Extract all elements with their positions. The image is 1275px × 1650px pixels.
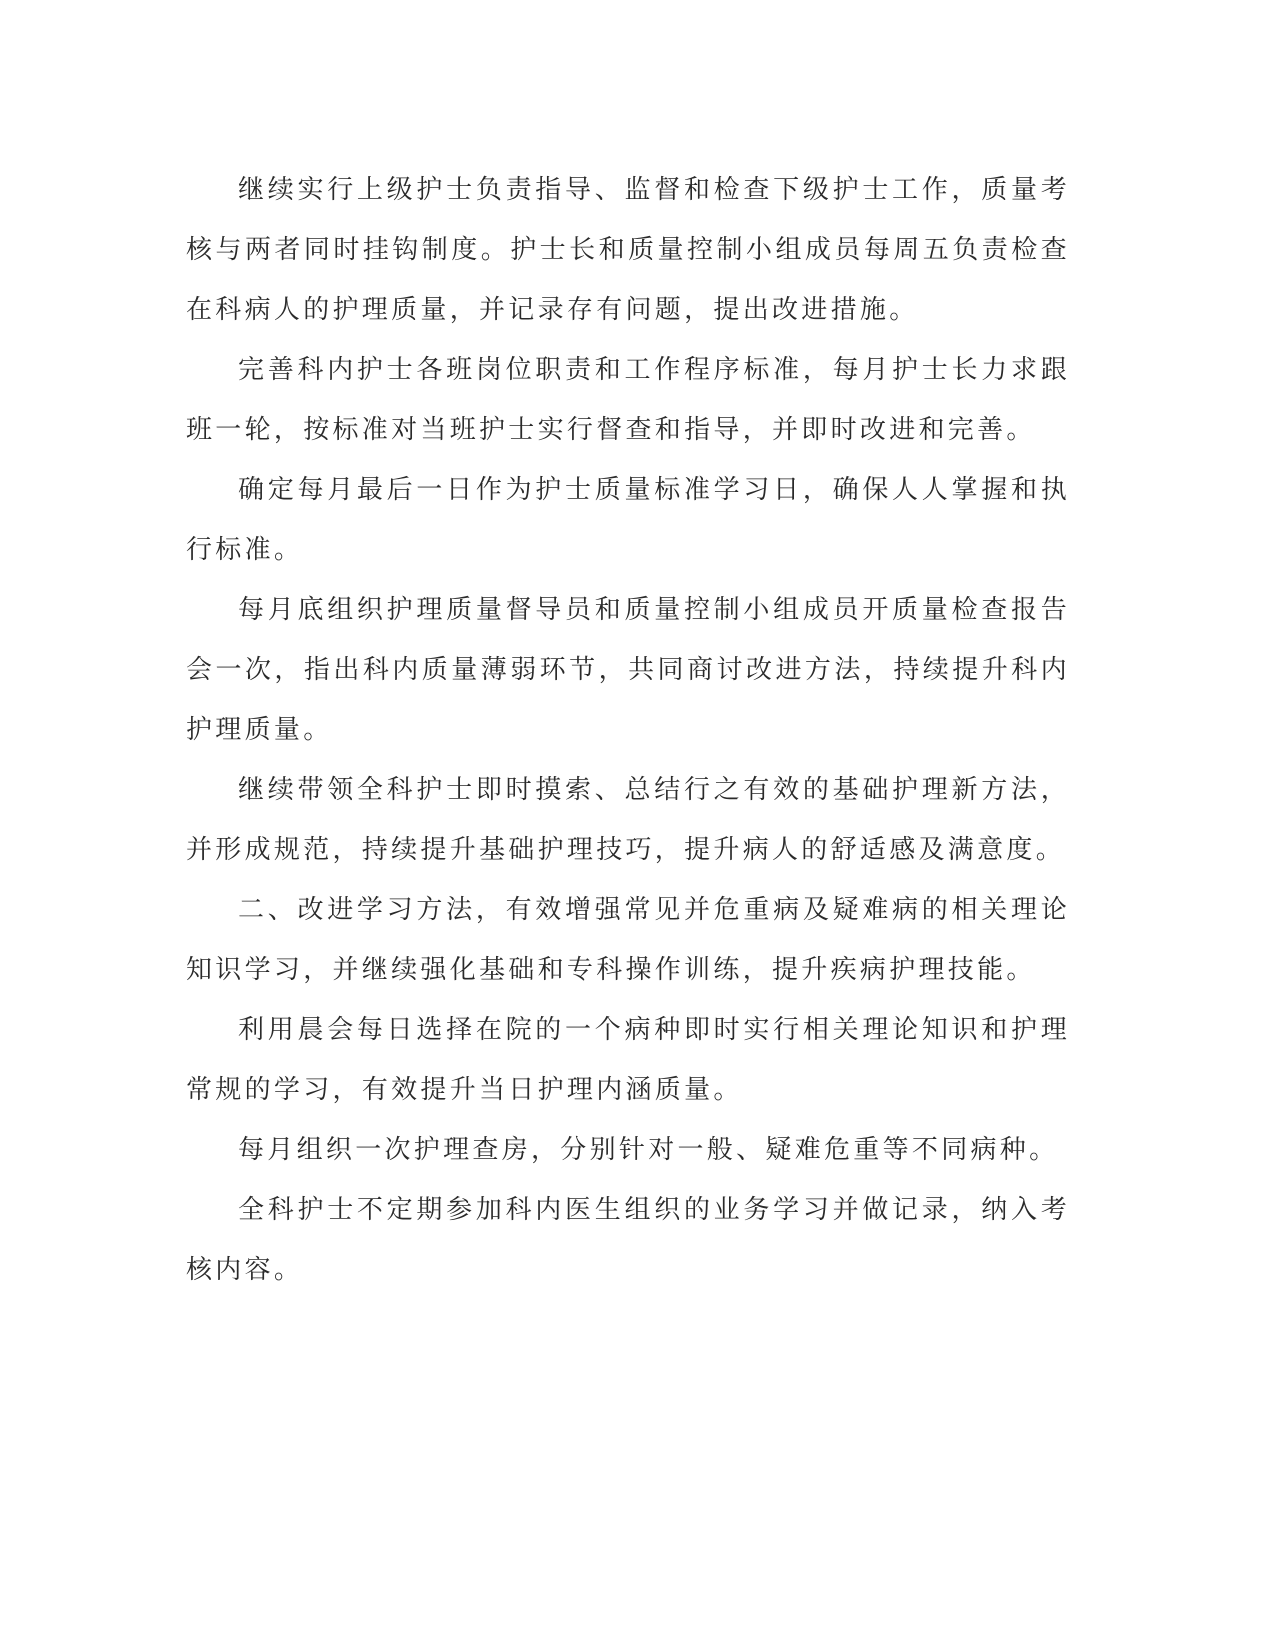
- paragraph-9: 全科护士不定期参加科内医生组织的业务学习并做记录，纳入考核内容。: [186, 1195, 1070, 1285]
- paragraph-3: 确定每月最后一日作为护士质量标准学习日，确保人人掌握和执行标准。: [186, 475, 1070, 565]
- paragraph-8: 每月组织一次护理查房，分别针对一般、疑难危重等不同病种。: [238, 1135, 1059, 1165]
- paragraph-2: 完善科内护士各班岗位职责和工作程序标准，每月护士长力求跟班一轮，按标准对当班护士实行督查和指导，并即时改进和完善。: [186, 355, 1070, 445]
- paragraph-7: 利用晨会每日选择在院的一个病种即时实行相关理论知识和护理常规的学习，有效提升当日护理内涵质量。: [186, 1015, 1070, 1105]
- document-body: [186, 160, 1070, 1300]
- section-heading-paragraph: 二、改进学习方法，有效增强常见并危重病及疑难病的相关理论知识学习，并继续强化基础和专科操作训练，提升疾病护理技能。: [186, 895, 1070, 985]
- paragraph-1: 继续实行上级护士负责指导、监督和检查下级护士工作，质量考核与两者同时挂钩制度。护士长和质量控制小组成员每周五负责检查在科病人的护理质量，并记录存有问题，提出改进措施。: [186, 175, 1070, 325]
- paragraph-4: 每月底组织护理质量督导员和质量控制小组成员开质量检查报告会一次，指出科内质量薄弱环节，共同商讨改进方法，持续提升科内护理质量。: [186, 595, 1070, 745]
- paragraph-5: 继续带领全科护士即时摸索、总结行之有效的基础护理新方法，并形成规范，持续提升基础护理技巧，提升病人的舒适感及满意度。: [186, 775, 1070, 865]
